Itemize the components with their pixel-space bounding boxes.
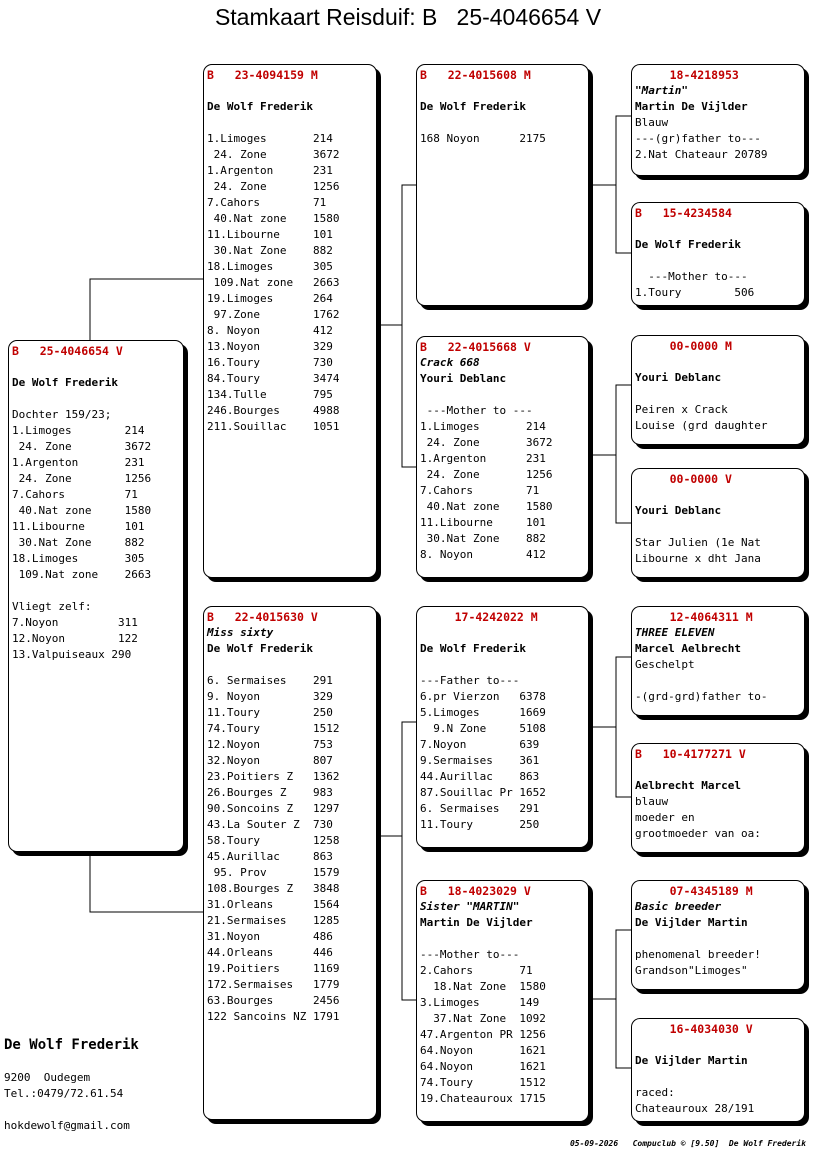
ring-number: B 25-4046654 V [12, 344, 123, 358]
pigeon-nickname: Basic breeder [635, 900, 722, 913]
card-line [635, 354, 804, 370]
breeder-name: Martin De Vijlder [635, 100, 748, 113]
card-line: 246.Bourges 4988 [207, 404, 340, 417]
ring-number: 00-0000 V [635, 472, 732, 486]
card-line: 9.Sermaises 361 [420, 754, 540, 767]
card-line [420, 387, 588, 403]
breeder-name: De Vijlder Martin [635, 1054, 748, 1067]
card-line: Peiren x Crack [635, 403, 728, 416]
card-line: grootmoeder van oa: [635, 827, 761, 840]
card-line: 24. Zone 1256 [207, 180, 340, 193]
card-line: 11.Libourne 101 [420, 516, 546, 529]
card-line [420, 931, 588, 947]
card-line: 32.Noyon 807 [207, 754, 333, 767]
owner-address: 9200 Oudegem [4, 1071, 91, 1084]
pigeon-nickname: Sister "MARTIN" [420, 900, 520, 913]
card-line [635, 386, 804, 402]
owner-block [4, 1036, 139, 1134]
card-line: 24. Zone 3672 [420, 436, 553, 449]
ring-number: 17-4242022 M [420, 610, 538, 624]
ring-number: 00-0000 M [635, 339, 732, 353]
card-line: 64.Noyon 1621 [420, 1060, 546, 1073]
card-line [635, 673, 804, 689]
breeder-name: Youri Deblanc [635, 504, 722, 517]
breeder-name: Martin De Vijlder [420, 916, 533, 929]
card-line: Geschelpt [635, 658, 695, 671]
card-line [635, 931, 804, 947]
breeder-name: Youri Deblanc [420, 372, 507, 385]
card-line: 13.Valpuiseaux 290 [12, 648, 132, 661]
card-line: 31.Orleans 1564 [207, 898, 340, 911]
card-line: 122 Sancoins NZ 1791 [207, 1010, 340, 1023]
card-line: 7.Noyon 639 [420, 738, 540, 751]
card-line [635, 253, 804, 269]
pedigree-card-mf-mother [631, 743, 805, 853]
owner-name: De Wolf Frederik [4, 1037, 139, 1053]
card-line: ---Mother to--- [635, 270, 748, 283]
breeder-name: De Wolf Frederik [635, 238, 741, 251]
card-line: 5.Limoges 1669 [420, 706, 546, 719]
card-line: 211.Souillac 1051 [207, 420, 340, 433]
card-line [635, 1069, 804, 1085]
card-line [635, 762, 804, 778]
breeder-name: Aelbrecht Marcel [635, 779, 741, 792]
card-line: Chateauroux 28/191 [635, 1102, 755, 1115]
ring-number: 18-4218953 [635, 68, 739, 82]
card-line: ---Mother to--- [420, 948, 520, 961]
card-line: 31.Noyon 486 [207, 930, 333, 943]
ring-number: 12-4064311 M [635, 610, 753, 624]
card-line: 74.Toury 1512 [207, 722, 340, 735]
card-line [12, 583, 183, 599]
pedigree-card-father [203, 64, 377, 578]
card-line: -(grd-grd)father to- [635, 690, 768, 703]
card-line: 11.Libourne 101 [12, 520, 145, 533]
card-line: 18.Nat Zone 1580 [420, 980, 546, 993]
card-line: 1.Limoges 214 [420, 420, 546, 433]
card-line: 58.Toury 1258 [207, 834, 340, 847]
card-line [12, 391, 183, 407]
pigeon-nickname: Crack 668 [420, 356, 480, 369]
card-line: 2.Cahors 71 [420, 964, 533, 977]
card-line: 3.Limoges 149 [420, 996, 540, 1009]
card-line: 64.Noyon 1621 [420, 1044, 546, 1057]
card-line: 7.Cahors 71 [420, 484, 540, 497]
card-line [420, 83, 588, 99]
pedigree-card-ff-mother [631, 202, 805, 306]
card-line: 16.Toury 730 [207, 356, 333, 369]
owner-email: hokdewolf@gmail.com [4, 1119, 130, 1132]
pedigree-card-mm-father [631, 880, 805, 990]
breeder-name: Youri Deblanc [635, 371, 722, 384]
footer-credit: 05-09-2026 Compuclub © [9.50] De Wolf Frederik [569, 1139, 806, 1148]
card-line [420, 625, 588, 641]
card-line: 40.Nat zone 1580 [12, 504, 152, 517]
card-line: 1.Argenton 231 [420, 452, 546, 465]
card-line: Dochter 159/23; [12, 408, 112, 421]
breeder-name: De Wolf Frederik [12, 376, 118, 389]
card-line: 109.Nat zone 2663 [12, 568, 152, 581]
pedigree-card-mm-mother [631, 1018, 805, 1122]
card-line: 24. Zone 1256 [420, 468, 553, 481]
card-line: Grandson"Limoges" [635, 964, 748, 977]
card-line: 47.Argenton PR 1256 [420, 1028, 546, 1041]
pigeon-nickname: "Martin" [635, 84, 688, 97]
card-line: 168 Noyon 2175 [420, 132, 546, 145]
pigeon-nickname: Miss sixty [207, 626, 274, 639]
card-line: 11.Libourne 101 [207, 228, 333, 241]
card-line: 84.Toury 3474 [207, 372, 340, 385]
card-line [420, 115, 588, 131]
card-line: 24. Zone 3672 [12, 440, 152, 453]
pedigree-card-fm-father [631, 335, 805, 445]
pedigree-card-fm-mother [631, 468, 805, 578]
card-line: 12.Noyon 753 [207, 738, 333, 751]
card-line: 18.Limoges 305 [207, 260, 333, 273]
breeder-name: De Wolf Frederik [207, 100, 313, 113]
card-line: 19.Chateauroux 1715 [420, 1092, 546, 1105]
page-title: Stamkaart Reisduif: B 25-4046654 V [214, 4, 602, 30]
pigeon-nickname: THREE ELEVEN [635, 626, 715, 639]
pedigree-card-father-father [416, 64, 589, 306]
card-line: 18.Limoges 305 [12, 552, 145, 565]
pedigree-card-mother-mother [416, 880, 589, 1122]
card-line: 30.Nat Zone 882 [420, 532, 546, 545]
card-line: 40.Nat zone 1580 [420, 500, 553, 513]
card-line [420, 657, 588, 673]
card-line: Vliegt zelf: [12, 600, 92, 613]
card-line: 109.Nat zone 2663 [207, 276, 340, 289]
ring-number: B 22-4015608 M [420, 68, 531, 82]
card-line: 7.Cahors 71 [207, 196, 327, 209]
card-line: 6. Sermaises 291 [207, 674, 333, 687]
pedigree-card-mother-father [416, 606, 589, 848]
breeder-name: De Wolf Frederik [207, 642, 313, 655]
card-line: blauw [635, 795, 669, 808]
card-line: raced: [635, 1086, 675, 1099]
card-line: 13.Noyon 329 [207, 340, 333, 353]
card-line: 21.Sermaises 1285 [207, 914, 340, 927]
card-line: 44.Aurillac 863 [420, 770, 540, 783]
breeder-name: Marcel Aelbrecht [635, 642, 741, 655]
card-line: 1.Toury 506 [635, 286, 755, 299]
card-line: 8. Noyon 412 [420, 548, 546, 561]
card-line: Blauw [635, 116, 669, 129]
card-line: 30.Nat Zone 882 [12, 536, 145, 549]
card-line [207, 83, 376, 99]
ring-number: B 15-4234584 [635, 206, 732, 220]
ring-number: B 23-4094159 M [207, 68, 318, 82]
ring-number: B 10-4177271 V [635, 747, 746, 761]
card-line: ---(gr)father to--- [635, 132, 761, 145]
card-line: ---Mother to --- [420, 404, 533, 417]
pedigree-card-ff-father [631, 64, 805, 176]
card-line: 24. Zone 3672 [207, 148, 340, 161]
card-line: 11.Toury 250 [207, 706, 333, 719]
card-line: 8. Noyon 412 [207, 324, 333, 337]
card-line: 108.Bourges Z 3848 [207, 882, 340, 895]
breeder-name: De Wolf Frederik [420, 642, 526, 655]
card-line: 90.Soncoins Z 1297 [207, 802, 340, 815]
card-line: 6. Sermaises 291 [420, 802, 540, 815]
card-line: 74.Toury 1512 [420, 1076, 546, 1089]
card-line: Star Julien (1e Nat [635, 536, 761, 549]
pedigree-card-mother [203, 606, 377, 1120]
card-line [207, 115, 376, 131]
breeder-name: De Vijlder Martin [635, 916, 748, 929]
card-line: 26.Bourges Z 983 [207, 786, 333, 799]
card-line: 7.Noyon 311 [12, 616, 138, 629]
card-line: 134.Tulle 795 [207, 388, 333, 401]
card-line: Louise (grd daughter [635, 419, 768, 432]
breeder-name: De Wolf Frederik [420, 100, 526, 113]
card-line: 40.Nat zone 1580 [207, 212, 340, 225]
card-line [635, 1037, 804, 1053]
card-line: 24. Zone 1256 [12, 472, 152, 485]
ring-number: B 22-4015668 V [420, 340, 531, 354]
card-line: 11.Toury 250 [420, 818, 540, 831]
card-line: 43.La Souter Z 730 [207, 818, 333, 831]
card-line: 2.Nat Chateaur 20789 [635, 148, 768, 161]
card-line: 1.Limoges 214 [12, 424, 145, 437]
card-line: 1.Argenton 231 [207, 164, 333, 177]
pedigree-card-mf-father [631, 606, 805, 716]
card-line: 1.Limoges 214 [207, 132, 333, 145]
card-line: 9.N Zone 5108 [420, 722, 546, 735]
card-line: 6.pr Vierzon 6378 [420, 690, 546, 703]
card-line: 7.Cahors 71 [12, 488, 138, 501]
card-line: moeder en [635, 811, 695, 824]
card-line: 30.Nat Zone 882 [207, 244, 333, 257]
card-line: Libourne x dht Jana [635, 552, 761, 565]
ring-number: 07-4345189 M [635, 884, 753, 898]
ring-number: B 18-4023029 V [420, 884, 531, 898]
card-line: 87.Souillac Pr 1652 [420, 786, 546, 799]
pedigree-card-subject [8, 340, 184, 852]
card-line: 63.Bourges 2456 [207, 994, 340, 1007]
card-line [635, 221, 804, 237]
card-line: 45.Aurillac 863 [207, 850, 333, 863]
card-line: 23.Poitiers Z 1362 [207, 770, 340, 783]
card-line: 95. Prov 1579 [207, 866, 340, 879]
card-line: 97.Zone 1762 [207, 308, 340, 321]
card-line [635, 519, 804, 535]
card-line: 19.Limoges 264 [207, 292, 333, 305]
card-line [207, 657, 376, 673]
card-line: 1.Argenton 231 [12, 456, 145, 469]
pedigree-card-father-mother [416, 336, 589, 578]
ring-number: 16-4034030 V [635, 1022, 753, 1036]
card-line: 12.Noyon 122 [12, 632, 138, 645]
owner-phone: Tel.:0479/72.61.54 [4, 1087, 124, 1100]
card-line: 44.Orleans 446 [207, 946, 333, 959]
card-line: ---Father to--- [420, 674, 520, 687]
card-line: 9. Noyon 329 [207, 690, 333, 703]
card-line: 19.Poitiers 1169 [207, 962, 340, 975]
ring-number: B 22-4015630 V [207, 610, 318, 624]
card-line: 172.Sermaises 1779 [207, 978, 340, 991]
card-line [12, 359, 183, 375]
card-line [635, 487, 804, 503]
card-line: 37.Nat Zone 1092 [420, 1012, 546, 1025]
card-line: phenomenal breeder! [635, 948, 761, 961]
